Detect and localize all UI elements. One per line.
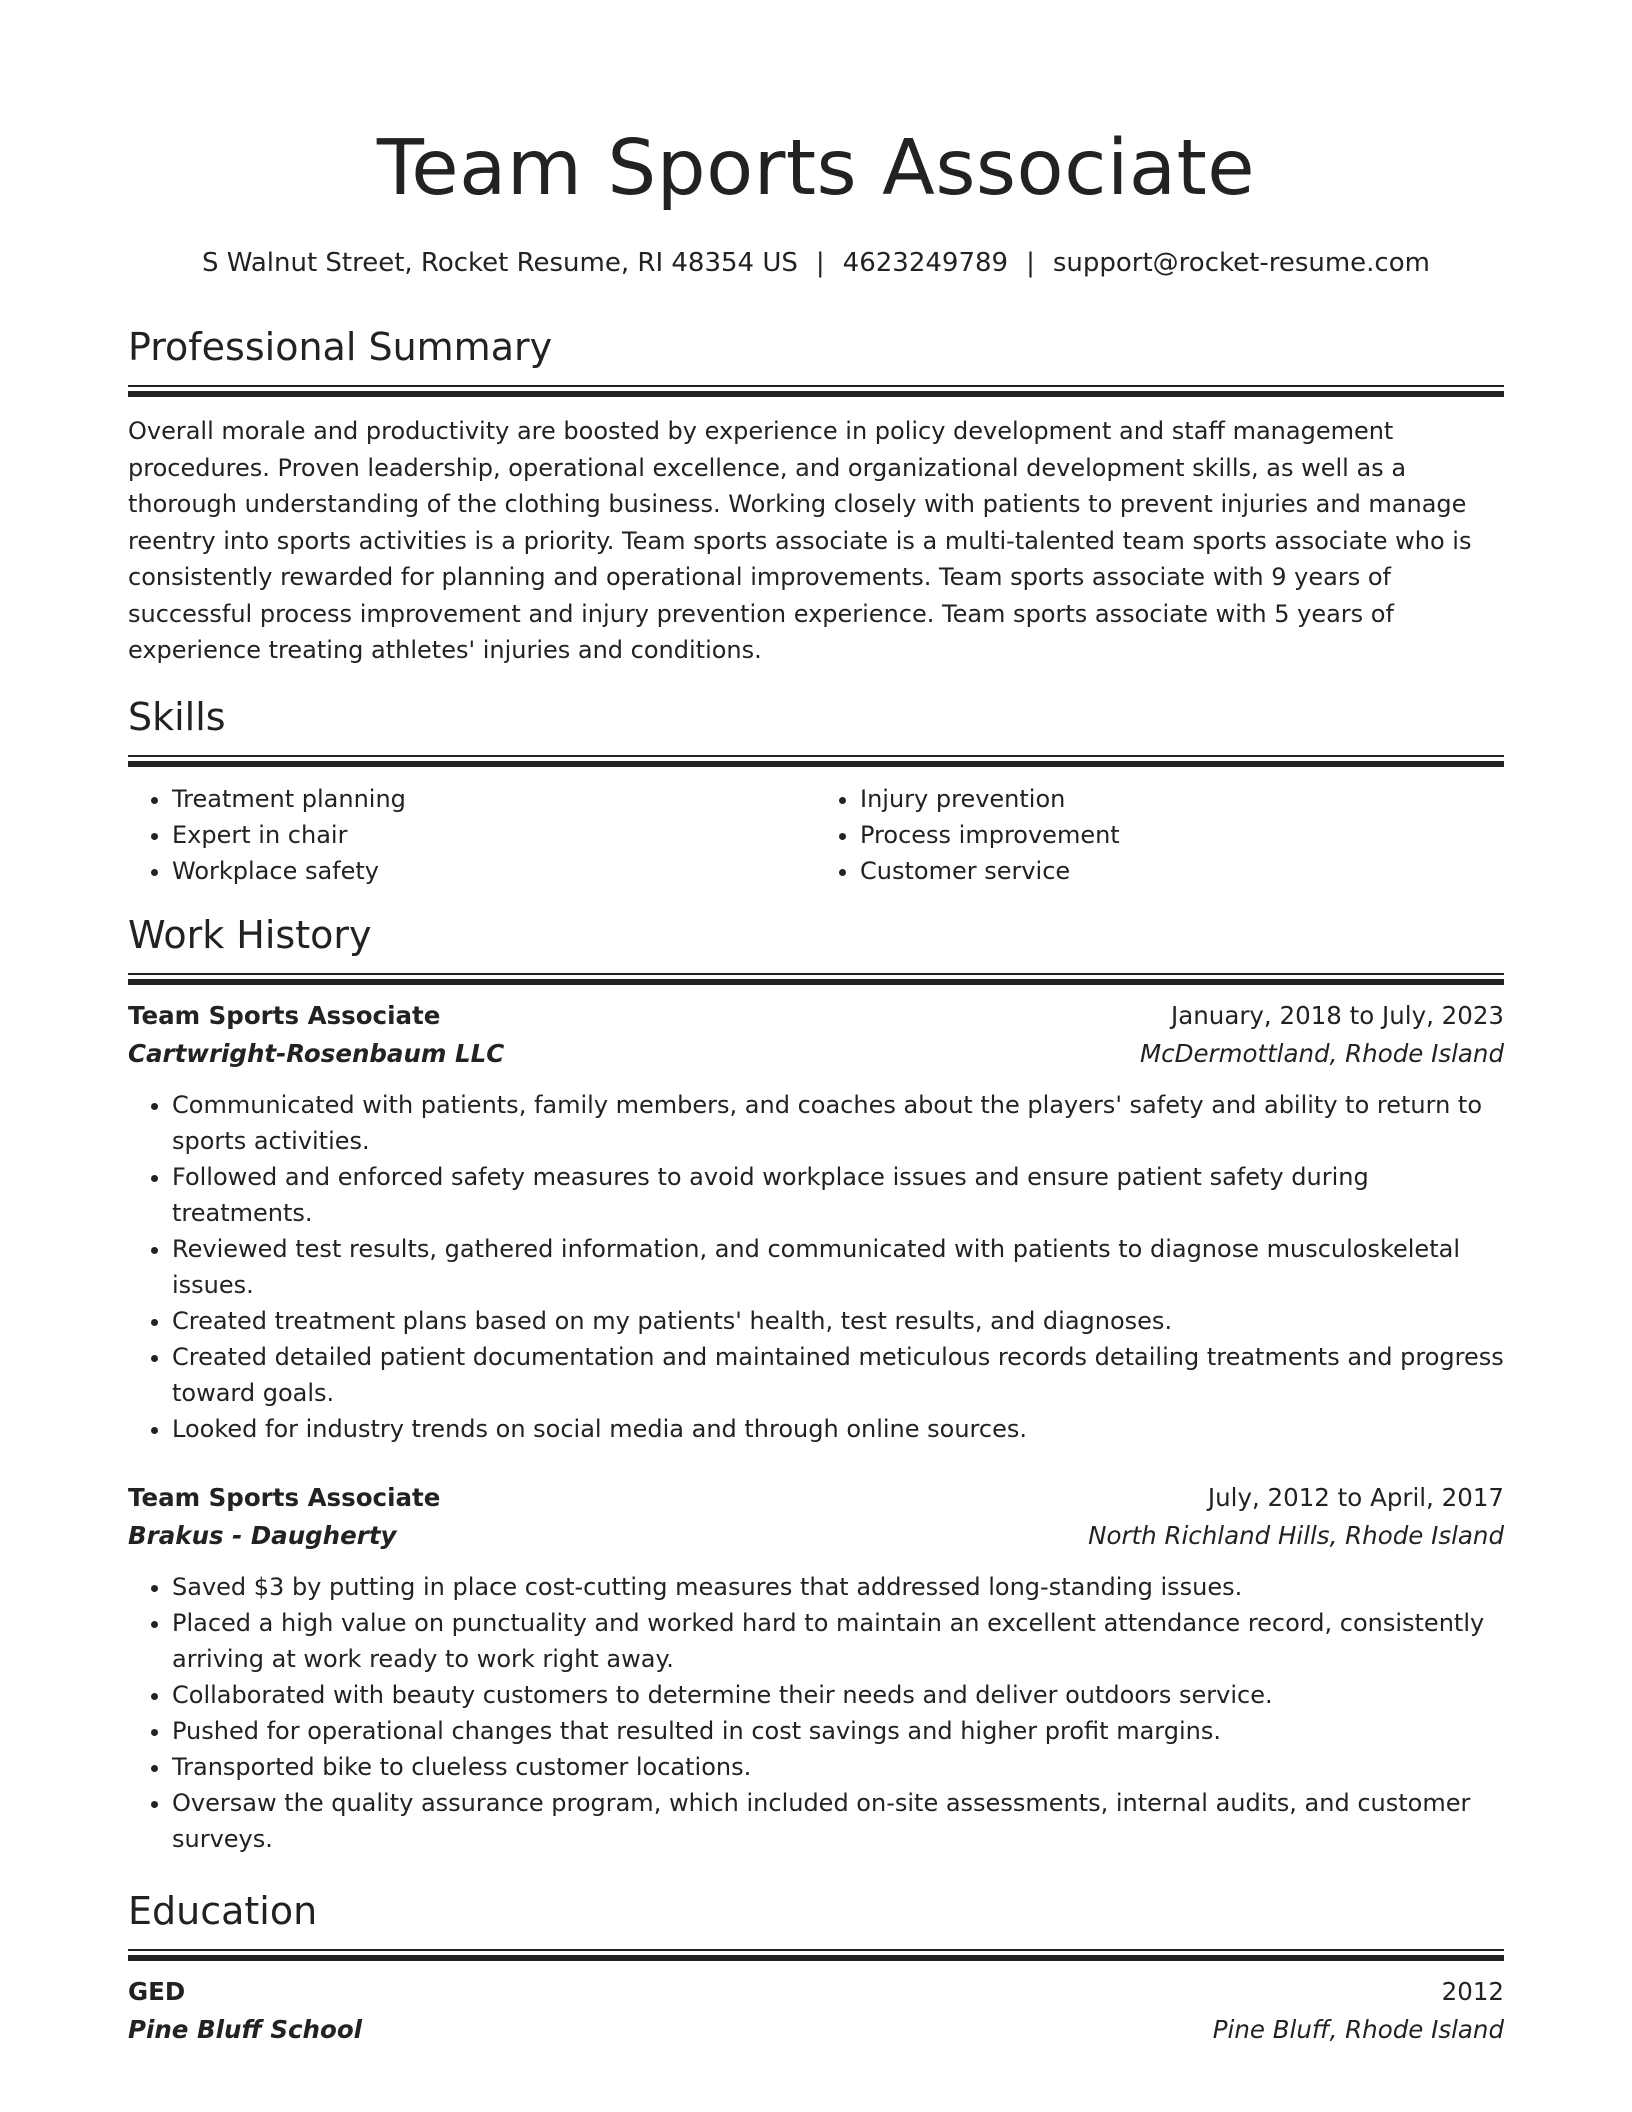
job-title: Team Sports Associate [128,1482,441,1512]
skill-item: • Process improvement [860,817,1504,853]
skill-item: • Expert in chair [172,817,816,853]
section-divider [128,755,1504,765]
summary-heading: Professional Summary [128,325,553,369]
contact-separator: | [815,248,825,278]
job-bullets [128,1569,1504,1857]
skill-item: • Customer service [860,853,1504,889]
job-bullet: • Reviewed test results, gathered information, and communicated with patients to diagnose musculoskeletal issues. [172,1231,1504,1303]
job-entry [128,1479,1504,1857]
candidate-name: Team Sports Associate [376,124,1256,213]
section-divider [128,973,1504,983]
education-school: Pine Bluff School [128,2014,363,2044]
work-history-section [128,911,1504,1857]
skills-section [128,693,1504,889]
job-bullet: • Placed a high value on punctuality and worked hard to maintain an excellent attendance record, consistently arriving at work ready to work right away. [172,1605,1504,1677]
job-bullet: • Communicated with patients, family members, and coaches about the players' safety and ability to return to sports activities. [172,1087,1504,1159]
skills-list-left [128,781,816,889]
skills-list-right [816,781,1504,889]
skill-item: • Injury prevention [860,781,1504,817]
job-bullet: • Oversaw the quality assurance program, which included on-site assessments, internal audits, and customer surveys. [172,1785,1504,1857]
job-entry [128,997,1504,1447]
contact-address: S Walnut Street, Rocket Resume, RI 48354 US [202,248,798,278]
education-section [128,1887,1504,2049]
work-history-heading: Work History [128,912,372,957]
education-degree: GED [128,1976,186,2006]
job-company: Brakus - Daugherty [128,1520,397,1550]
job-bullet: • Created detailed patient documentation and maintained meticulous records detailing treatments and progress toward goals. [172,1339,1504,1411]
summary-section [128,323,1504,669]
skill-item: • Workplace safety [172,853,816,889]
job-bullet: • Followed and enforced safety measures to avoid workplace issues and ensure patient safety during treatments. [172,1159,1504,1231]
skills-columns [128,781,1504,889]
section-divider [128,385,1504,395]
job-location: McDermottland, Rhode Island [1139,1038,1504,1068]
contact-phone: 4623249789 [842,248,1009,278]
skill-item: • Treatment planning [172,781,816,817]
section-divider [128,1949,1504,1959]
contact-email: support@rocket-resume.com [1052,248,1430,278]
education-location: Pine Bluff, Rhode Island [1212,2014,1504,2044]
job-bullet: • Collaborated with beauty customers to determine their needs and deliver outdoors service. [172,1677,1504,1713]
job-bullets [128,1087,1504,1447]
job-dates: July, 2012 to April, 2017 [1207,1482,1504,1512]
contact-separator: | [1026,248,1035,278]
job-bullet: • Transported bike to clueless customer locations. [172,1749,1504,1785]
education-heading: Education [128,1888,318,1933]
contact-line [128,245,1504,281]
job-bullet: • Saved $3 by putting in place cost-cutting measures that addressed long-standing issues. [172,1569,1504,1605]
job-bullet: • Pushed for operational changes that resulted in cost savings and higher profit margins. [172,1713,1504,1749]
job-bullet: • Created treatment plans based on my patients' health, test results, and diagnoses. [172,1303,1504,1339]
education-entry [128,1973,1504,2049]
skills-heading: Skills [128,694,226,739]
summary-text: Overall morale and productivity are boosted by experience in policy development and staff management procedures. Proven leadership, operational excellence, and organizational development skills, as well as a thorough understanding of the clothing business. Working closely with patients to prevent injuries and manage reentry into sports activities is a priority. Team sports associate is a multi-talented team sports associate who is consistently rewarded for planning and operational improvements. Team sports associate with 9 years of successful process improvement and injury prevention experience. Team sports associate with 5 years of experience treating athletes' injuries and conditions. [128,417,1472,664]
education-year: 2012 [1441,1976,1504,2006]
job-company: Cartwright-Rosenbaum LLC [128,1038,505,1068]
job-dates: January, 2018 to July, 2023 [1171,1000,1504,1030]
job-bullet: • Looked for industry trends on social media and through online sources. [172,1411,1504,1447]
job-location: North Richland Hills, Rhode Island [1088,1520,1504,1550]
job-title: Team Sports Associate [128,1000,441,1030]
